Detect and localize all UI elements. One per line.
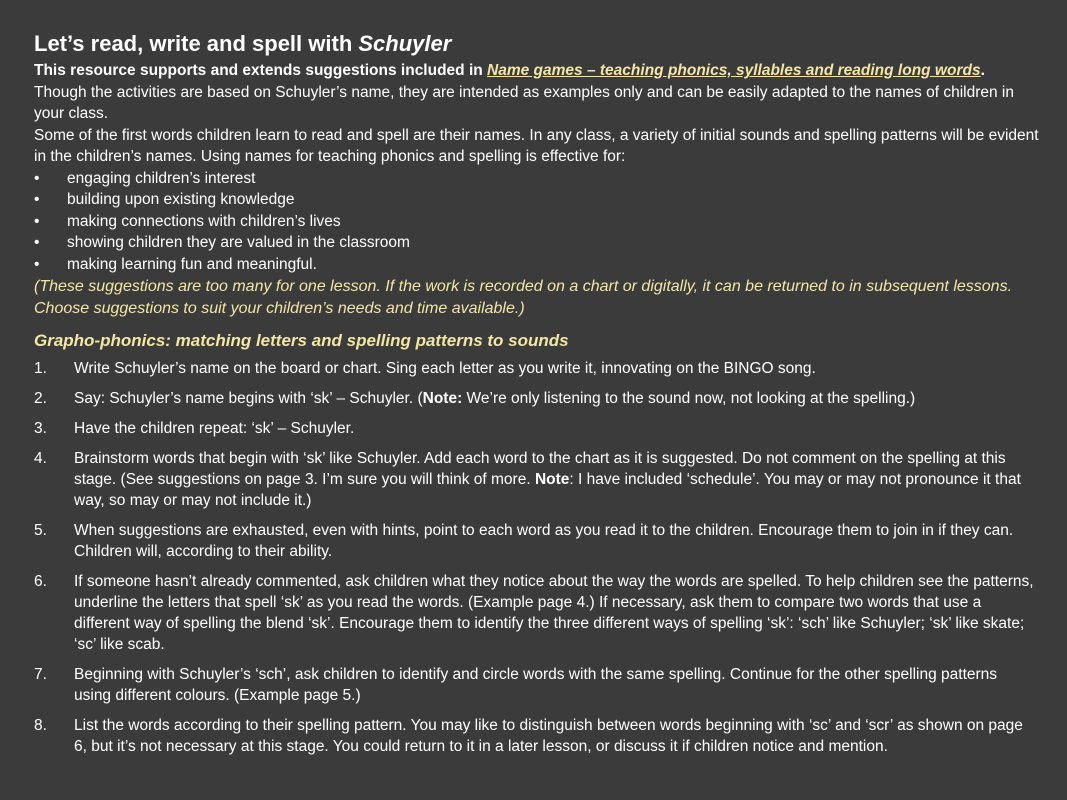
name-games-link[interactable]: Name games – teaching phonics, syllables and reading long words <box>487 62 981 79</box>
intro-paragraph-2: Some of the first words children learn to read and spell are their names. In any class, a variety of initial sounds and spelling patterns will be evident in the children’s names. Using names for teaching phonics and spelling is effective for: <box>34 126 1039 165</box>
step-4 <box>34 448 1045 511</box>
step-text: List the words according to their spelling pattern. You may like to distinguish between words beginning with ‘sc’ and ‘scr’ as shown on page 6, but it’s not necessary at this stage. You could return to it in a later lesson, or discuss it if children notice and mention. <box>74 717 1023 755</box>
section-heading: Grapho-phonics: matching letters and spelling patterns to sounds <box>34 331 569 350</box>
step-number: 4. <box>34 450 47 467</box>
list-item <box>34 211 1045 233</box>
step-1 <box>34 358 1045 379</box>
steps-list <box>34 358 1045 757</box>
list-item-text: showing children they are valued in the classroom <box>67 234 410 251</box>
support-line <box>34 60 1045 82</box>
bullet-icon: • <box>34 255 40 273</box>
step-text: If someone hasn’t already commented, ask children what they notice about the way the words are spelled. To help children see the patterns, underline the letters that spell ‘sk’ as you read the words. (Example page 4.) If necessary, ask them to compare two words that use a different way of spelling the blend ‘sk’. Encourage them to identify the three different ways of spelling ‘sk’: ‘sch’ like Schuyler; ‘sk’ like skate; ‘sc’ like scab. <box>74 573 1034 653</box>
benefits-list <box>34 168 1045 276</box>
step-text: Have the children repeat: ‘sk’ – Schuyler. <box>74 420 355 437</box>
step-text-pre: Brainstorm words that begin with ‘sk’ like Schuyler. Add each word to the chart as it is suggested. Do not comment on the spelling at this stage. (See suggestions on page 3. I’m sure you will think of more. <box>74 450 1006 488</box>
list-item-text: making learning fun and meaningful. <box>67 255 317 273</box>
step-8 <box>34 715 1045 757</box>
list-item-text: engaging children’s interest <box>67 169 256 187</box>
bullet-icon: • <box>34 234 40 251</box>
step-text-post: We’re only listening to the sound now, not looking at the spelling.) <box>462 390 916 407</box>
list-item <box>34 168 1045 190</box>
step-note-label: Note <box>534 471 570 488</box>
list-item <box>34 232 1045 254</box>
title-prefix: Let’s read, write and spell with <box>34 31 359 56</box>
step-number: 1. <box>34 360 47 377</box>
step-2 <box>34 388 1045 409</box>
step-text: When suggestions are exhausted, even with hints, point to each word as you read it to the children. Encourage them to join in if they can. Children will, according to their ability. <box>74 522 1014 560</box>
bullet-icon: • <box>34 169 40 187</box>
list-item-text: making connections with children’s lives <box>67 212 341 230</box>
page-title <box>34 30 1045 58</box>
title-name: Schuyler <box>358 31 452 56</box>
list-item <box>34 254 1045 276</box>
step-text-pre: Say: Schuyler’s name begins with ‘sk’ – Schuyler. ( <box>74 390 423 407</box>
step-number: 6. <box>34 573 47 590</box>
step-note-label: Note: <box>422 390 463 407</box>
intro-paragraph-1: Though the activities are based on Schuyler’s name, they are intended as examples only and can be easily adapted to the names of children in your class. <box>34 83 1014 122</box>
support-prefix: This resource supports and extends suggestions included in <box>34 62 488 79</box>
lesson-note: (These suggestions are too many for one lesson. If the work is recorded on a chart or digitally, it can be returned to in subsequent lessons. Choose suggestions to suit your children’s needs and time available.) <box>34 278 1013 317</box>
support-suffix: . <box>980 62 985 79</box>
bullet-icon: • <box>34 191 40 208</box>
step-number: 3. <box>34 420 47 437</box>
list-item-text: building upon existing knowledge <box>67 191 295 208</box>
step-3 <box>34 418 1045 439</box>
step-number: 5. <box>34 522 47 539</box>
step-text: Beginning with Schuyler’s ‘sch’, ask children to identify and circle words with the same spelling. Continue for the other spelling patterns using different colours. (Example page 5.) <box>74 666 998 704</box>
step-7 <box>34 664 1045 706</box>
list-item <box>34 189 1045 211</box>
step-5 <box>34 520 1045 562</box>
step-text: Write Schuyler’s name on the board or chart. Sing each letter as you write it, innovating on the BINGO song. <box>74 360 816 377</box>
step-number: 8. <box>34 717 47 734</box>
step-number: 2. <box>34 390 47 407</box>
step-text-post: : I have included ‘schedule’. You may or may not pronounce it that way, so may or may not include it.) <box>74 471 1021 509</box>
bullet-icon: • <box>34 212 40 230</box>
step-number: 7. <box>34 666 47 683</box>
step-6 <box>34 571 1045 655</box>
